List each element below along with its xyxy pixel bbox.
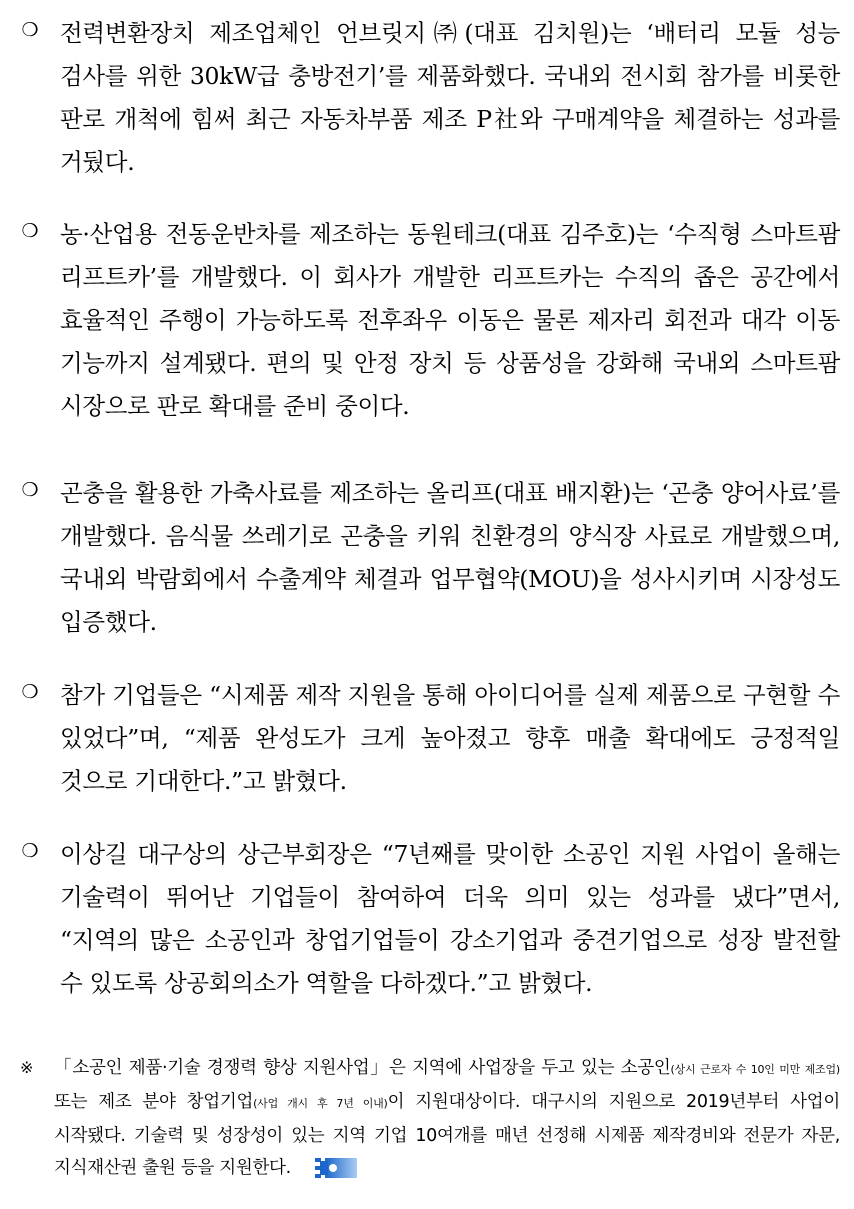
- paragraph-3: [20, 472, 840, 644]
- paragraph-5: [20, 833, 840, 1005]
- footnote-part-3: 이 지원대상이다. 대구시의 지원으로 2019년부터 사업이 시작됐다. 기술력 및 성장성이 있는 지역 기업 10여개를 매년 선정해 시제품 제작경비와 전문가 자문, 지식재산권 출원 등을 지원한다.: [54, 1092, 840, 1178]
- paragraph-3-text: 곤충을 활용한 가축사료를 제조하는 올리프(대표 배지환)는 ‘곤충 양어사료’를 개발했다. 음식물 쓰레기로 곤충을 키워 친환경의 양식장 사료로 개발했으며, 국내외 박람회에서 수출계약 체결과 업무협약(MOU)을 성사시키며 시장성도 입증했다.: [60, 479, 840, 636]
- bullet-icon: ❍: [21, 19, 39, 41]
- paragraph-1: [20, 12, 840, 184]
- reference-mark-icon: ※: [20, 1058, 34, 1077]
- footnote-small-1: (상시 근로자 수 10인 미만 제조업): [670, 1063, 841, 1076]
- bullet-icon: ❍: [21, 840, 39, 862]
- paragraph-5-text: 이상길 대구상의 상근부회장은 “7년째를 맞이한 소공인 지원 사업이 올해는 기술력이 뛰어난 기업들이 참여하여 더욱 의미 있는 성과를 냈다”면서, “지역의 많은 소공인과 창업기업들이 강소기업과 중견기업으로 성장 발전할 수 있도록 상공회의소가 역할을 다하겠다.”고 밝혔다.: [60, 840, 840, 997]
- footnote-text: [54, 1052, 840, 1184]
- footnote: [20, 1052, 840, 1184]
- paragraph-4-text: 참가 기업들은 “시제품 제작 지원을 통해 아이디어를 실제 제품으로 구현할 수 있었다”며, “제품 완성도가 크게 높아졌고 향후 매출 확대에도 긍정적일 것으로 기대한다.”고 밝혔다.: [60, 681, 840, 795]
- footnote-part-1: 「소공인 제품·기술 경쟁력 향상 지원사업」은 지역에 사업장을 두고 있는 소공인: [54, 1058, 671, 1078]
- gear-end-mark-icon: [311, 1155, 359, 1181]
- footnote-small-2: (사업 개시 후 7년 이내): [253, 1097, 388, 1110]
- footnote-part-2: 또는 제조 분야 창업기업: [54, 1092, 254, 1112]
- paragraph-2-text: 농·산업용 전동운반차를 제조하는 동원테크(대표 김주호)는 ‘수직형 스마트팜 리프트카’를 개발했다. 이 회사가 개발한 리프트카는 수직의 좁은 공간에서 효율적인 주행이 가능하도록 전후좌우 이동은 물론 제자리 회전과 대각 이동 기능까지 설계됐다. 편의 및 안정 장치 등 상품성을 강화해 국내외 스마트팜 시장으로 판로 확대를 준비 중이다.: [60, 220, 840, 420]
- paragraph-1-text: 전력변환장치 제조업체인 언브릿지㈜(대표 김치원)는 ‘배터리 모듈 성능 검사를 위한 30kW급 충방전기’를 제품화했다. 국내외 전시회 참가를 비롯한 판로 개척에 힘써 최근 자동차부품 제조 P社와 구매계약을 체결하는 성과를 거뒀다.: [60, 19, 840, 176]
- bullet-icon: ❍: [21, 220, 39, 242]
- bullet-icon: ❍: [21, 479, 39, 501]
- bullet-icon: ❍: [21, 681, 39, 703]
- paragraph-4: [20, 674, 840, 803]
- paragraph-2: [20, 213, 840, 428]
